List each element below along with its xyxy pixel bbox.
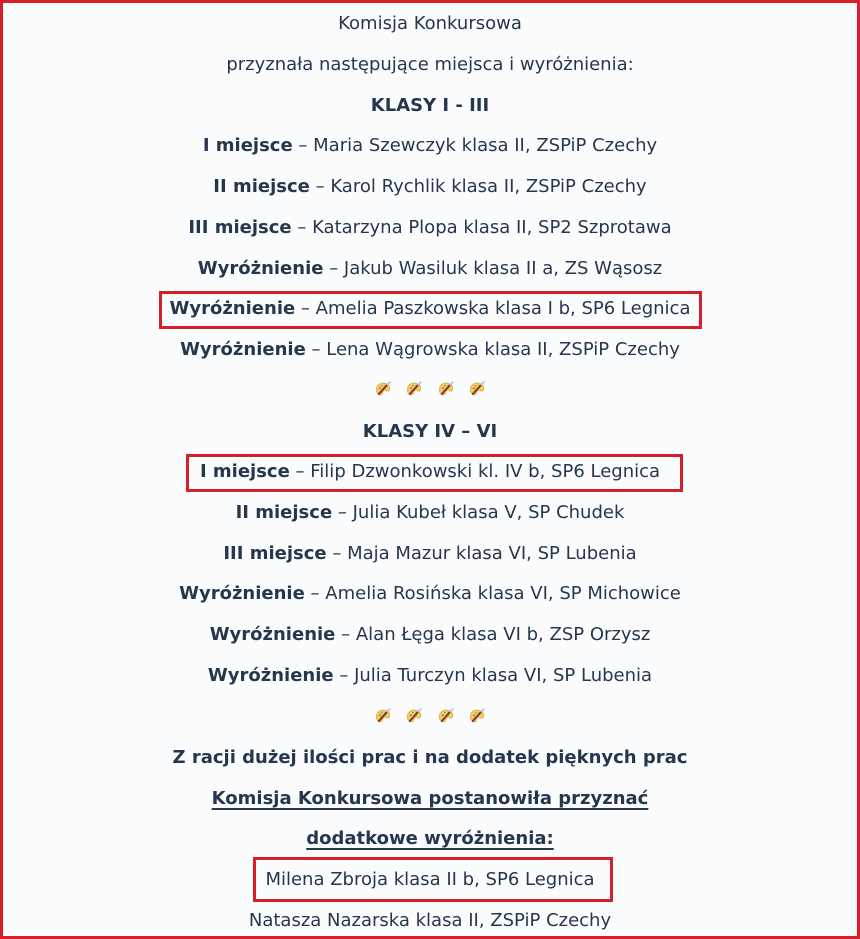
award-entry [0,338,860,362]
highlight-box [186,454,683,492]
award-text: Maria Szewczyk klasa II, ZSPiP Czechy [313,135,658,156]
award-dash: – [304,583,326,604]
award-entry [0,216,860,240]
section-title-klasy-4-6: KLASY IV – VI [362,421,498,442]
award-entry [0,257,860,281]
award-label: III miejsce [223,543,327,564]
palette-brush-icon [467,379,487,399]
award-label: Wyróżnienie [207,665,334,686]
award-dash: – [309,176,331,197]
award-label: I miejsce [202,135,293,156]
award-dash: – [289,461,311,482]
award-dash: – [305,339,327,360]
award-entry [0,623,860,647]
palette-brush-icon [373,379,393,399]
award-label: III miejsce [188,217,292,238]
award-label: II miejsce [213,176,310,197]
award-entry [0,134,860,158]
intro-line-2: przyznała następujące miejsca i wyróżnienia: [226,54,634,75]
highlight-box [159,291,702,329]
award-text: Julia Kubeł klasa V, SP Chudek [352,502,625,523]
award-dash: – [335,624,356,645]
award-label: Wyróżnienie [209,624,336,645]
award-text: Jakub Wasiluk klasa II a, ZS Wąsosz [343,258,663,279]
extra-line-1: Z racji dużej ilości prac i na dodatek pięknych prac [172,747,688,768]
palette-brush-icon [404,706,424,726]
palette-brush-icon [436,706,456,726]
award-dash: – [292,135,314,156]
palette-brush-icon [436,379,456,399]
divider-icons [0,378,860,402]
extra-entry: Natasza Nazarska klasa II, ZSPiP Czechy [248,910,612,931]
award-dash: – [326,543,348,564]
award-label: Wyróżnienie [179,583,305,604]
award-text: Amelia Paszkowska klasa I b, SP6 Legnica [315,298,691,319]
intro-line-1: Komisja Konkursowa [338,13,522,34]
award-text: Maja Mazur klasa VI, SP Lubenia [347,543,637,564]
award-text: Karol Rychlik klasa II, ZSPiP Czechy [330,176,647,197]
palette-brush-icon [467,706,487,726]
award-dash: – [332,502,353,523]
award-text: Katarzyna Plopa klasa II, SP2 Szprotawa [312,217,672,238]
award-dash: – [291,217,313,238]
extra-line-2: Komisja Konkursowa postanowiła przyznać [211,788,649,809]
award-entry [0,501,860,525]
palette-brush-icon [404,379,424,399]
award-entry [0,175,860,199]
award-label: Wyróżnienie [169,298,296,319]
award-label: Wyróżnienie [180,339,306,360]
award-text: Alan Łęga klasa VI b, ZSP Orzysz [355,624,651,645]
divider-icons [0,705,860,729]
award-text: Amelia Rosińska klasa VI, SP Michowice [325,583,681,604]
extra-line-3: dodatkowe wyróżnienia: [306,828,554,849]
award-text: Lena Wągrowska klasa II, ZSPiP Czechy [326,339,680,360]
award-dash: – [333,665,355,686]
award-label: II miejsce [235,502,333,523]
extra-entry-highlighted: Milena Zbroja klasa II b, SP6 Legnica [265,869,595,890]
award-label: Wyróżnienie [197,258,324,279]
award-label: I miejsce [199,461,290,482]
palette-brush-icon [373,706,393,726]
section-title-klasy-1-3: KLASY I - III [370,95,490,116]
award-text: Filip Dzwonkowski kl. IV b, SP6 Legnica [310,461,661,482]
award-entry [0,582,860,606]
highlight-box [253,857,613,902]
award-dash: – [295,298,316,319]
award-entry [0,664,860,688]
award-dash: – [323,258,344,279]
award-text: Julia Turczyn klasa VI, SP Lubenia [354,665,653,686]
award-entry [0,542,860,566]
